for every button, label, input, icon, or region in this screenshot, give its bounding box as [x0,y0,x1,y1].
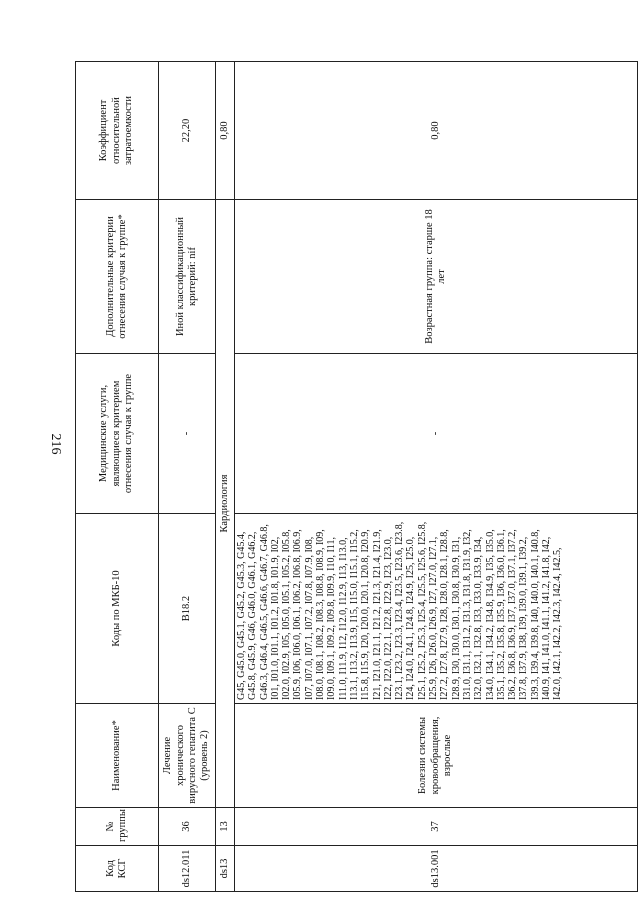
table-row [235,62,638,892]
cell-coef: 0,80 [216,62,235,200]
cell-services: - [159,354,216,514]
header-code: Код КСГ [76,846,159,892]
rotated-table-container [75,62,635,892]
icd10-codes-text: G45, G45.0, G45.1, G45.2, G45.3, G45.4, G45.8, G45.9, G46, G46.0, G46.1, G46.2, G46.3, G46.4, G46.5, G46.6, G46.7, G46.8, I01, I01.0, I01.1, I01.2, I01.8, I01.9, I02, I02.0, I02.9, I05, I05.0, I05.1, I05.2, I05.8, I05.9, I06, I06.0, I06.1, I06.2, I06.8, I06.9, I07, I07.0, I07.1, I07.2, I07.8, I07.9, I08, I08.0, I08.1, I08.2, I08.3, I08.8, I08.9, I09, I09.0, I09.1, I09.2, I09.8, I09.9, I10, I11, I11.0, I11.9, I12, I12.0, I12.9, I13, I13.0, I13.1, I13.2, I13.9, I15, I15.0, I15.1, I15.2, I15.8, I15.9, I20, I20.0, I20.1, I20.8, I20.9, I21, I21.0, I21.1, I21.2, I21.3, I21.4, I21.9, I22, I22.0, I22.1, I22.8, I22.9, I23, I23.0, I23.1, I23.2, I23.3, I23.4, I23.5, I23.6, I23.8, I24, I24.0, I24.1, I24.8, I24.9, I25, I25.0, I25.1, I25.2, I25.3, I25.4, I25.5, I25.6, I25.8, I25.9, I26, I26.0, I26.9, I27, I27.0, I27.1, I27.2, I27.8, I27.9, I28, I28.0, I28.1, I28.8, I28.9, I30, I30.0, I30.1, I30.8, I30.9, I31, I31.0, I31.1, I31.2, I31.3, I31.8, I31.9, I32, I32.0, I32.1, I32.8, I33, I33.0, I33.9, I34, I34.0, I34.1, I34.2, I34.8, I34.9, I35, I35.0, I35.1, I35.2, I35.8, I35.9, I36, I36.0, I36.1, I36.2, I36.8, I36.9, I37, I37.0, I37.1, I37.2, I37.8, I37.9, I38, I39, I39.0, I39.1, I39.2, I39.3, I39.4, I39.8, I40, I40.0, I40.1, I40.8, I40.9, I41, I41.0, I41.1, I41.2, I41.8, I42, I42.0, I42.1, I42.2, I42.3, I42.4, I42.5, [236,521,564,700]
cell-code: ds13.001 [235,846,638,892]
table-header-row [76,62,159,892]
cell-icd10: B18.2 [159,514,216,704]
page-number: 216 [48,433,63,455]
cell-code: ds12.011 [159,846,216,892]
header-name: Наименование* [76,704,159,808]
cell-services: - [235,354,638,514]
cell-group-no: 36 [159,808,216,846]
cell-code: ds13 [216,846,235,892]
cell-name: Болезни системы кровообращения, взрослые [235,704,638,808]
cell-name: Лечение хронического вирусного гепатита С (уровень 2) [159,704,216,808]
cell-criteria: Возрастная группа: старше 18 лет [235,200,638,354]
cell-profile: Кардиология [216,200,235,808]
cell-icd10 [235,514,638,704]
cell-criteria: Иной классификационный критерий: nif [159,200,216,354]
cell-coef: 0,80 [235,62,638,200]
header-services: Медицинские услуги, являющиеся критерием отнесения случая к группе [76,354,159,514]
cell-group-no: 37 [235,808,638,846]
table-row [159,62,216,892]
cell-coef: 22,20 [159,62,216,200]
header-criteria: Дополнительные критерии отнесения случая к группе* [76,200,159,354]
header-coef: Коэффициент относительной затратоемкости [76,62,159,200]
cell-group-no: 13 [216,808,235,846]
header-icd10: Коды по МКБ-10 [76,514,159,704]
table-row-profile [216,62,235,892]
ksg-table [75,61,638,892]
header-group-no: № группы [76,808,159,846]
